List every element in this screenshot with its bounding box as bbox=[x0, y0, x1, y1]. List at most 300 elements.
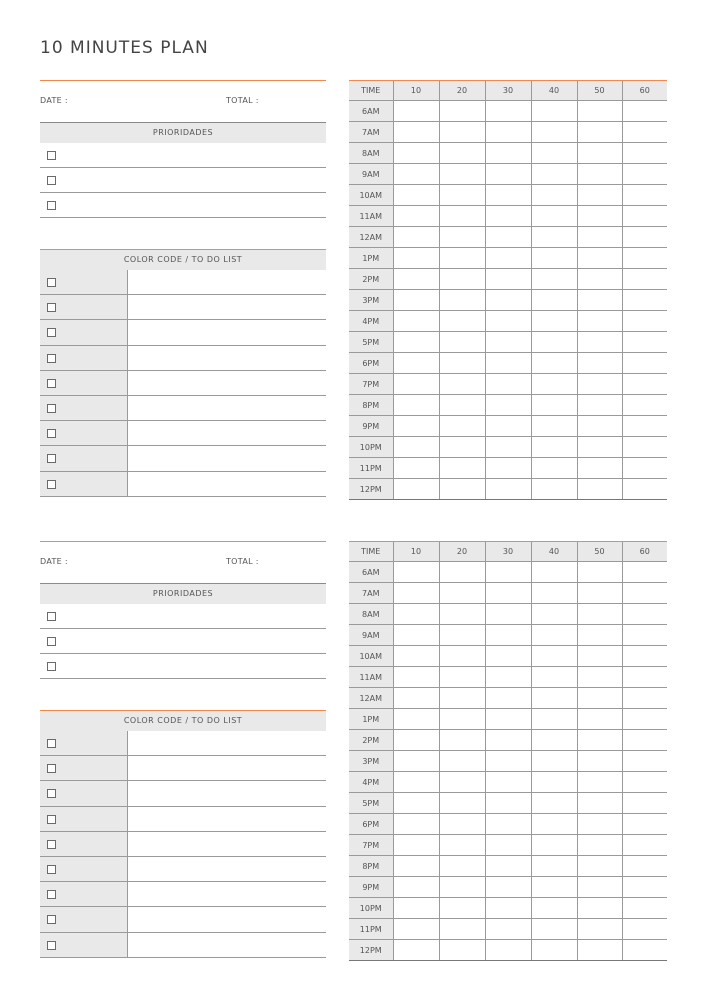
time-label: 3PM bbox=[349, 751, 393, 772]
time-slot-cell[interactable] bbox=[577, 101, 622, 122]
time-slot-cell[interactable] bbox=[577, 688, 622, 709]
minute-column-header: 10 bbox=[393, 542, 439, 562]
todo-row[interactable] bbox=[40, 731, 326, 756]
time-slot-cell[interactable] bbox=[531, 374, 577, 395]
time-slot-cell[interactable] bbox=[439, 122, 485, 143]
time-slot-cell[interactable] bbox=[485, 814, 531, 835]
time-slot-cell[interactable] bbox=[439, 688, 485, 709]
time-slot-cell[interactable] bbox=[439, 395, 485, 416]
todo-row[interactable] bbox=[40, 346, 326, 371]
time-slot-cell[interactable] bbox=[531, 667, 577, 688]
time-slot-cell[interactable] bbox=[485, 122, 531, 143]
todo-row[interactable] bbox=[40, 933, 326, 958]
time-slot-cell[interactable] bbox=[393, 688, 439, 709]
time-slot-cell[interactable] bbox=[622, 646, 667, 667]
time-slot-cell[interactable] bbox=[485, 793, 531, 814]
time-slot-cell[interactable] bbox=[531, 269, 577, 290]
checkbox-icon[interactable] bbox=[47, 151, 56, 160]
checkbox-icon[interactable] bbox=[47, 612, 56, 621]
checkbox-icon[interactable] bbox=[47, 789, 56, 798]
checkbox-icon[interactable] bbox=[47, 890, 56, 899]
time-slot-cell[interactable] bbox=[393, 227, 439, 248]
checkbox-icon[interactable] bbox=[47, 328, 56, 337]
date-label: DATE : bbox=[40, 557, 68, 566]
time-grid-1 bbox=[349, 81, 667, 500]
checkbox-icon[interactable] bbox=[47, 404, 56, 413]
time-slot-cell[interactable] bbox=[531, 458, 577, 479]
time-slot-cell[interactable] bbox=[622, 709, 667, 730]
time-slot-cell[interactable] bbox=[439, 625, 485, 646]
todo-row[interactable] bbox=[40, 756, 326, 781]
time-slot-cell[interactable] bbox=[485, 562, 531, 583]
time-slot-cell[interactable] bbox=[393, 625, 439, 646]
todo-row[interactable] bbox=[40, 781, 326, 806]
todo-row[interactable] bbox=[40, 270, 326, 295]
time-slot-cell[interactable] bbox=[439, 730, 485, 751]
time-slot-cell[interactable] bbox=[531, 751, 577, 772]
time-slot-cell[interactable] bbox=[485, 583, 531, 604]
time-slot-cell[interactable] bbox=[577, 353, 622, 374]
time-slot-cell[interactable] bbox=[485, 479, 531, 500]
time-slot-cell[interactable] bbox=[577, 772, 622, 793]
todo-row[interactable] bbox=[40, 832, 326, 857]
time-slot-cell[interactable] bbox=[439, 667, 485, 688]
time-row bbox=[349, 374, 667, 395]
time-slot-cell[interactable] bbox=[393, 709, 439, 730]
time-slot-cell[interactable] bbox=[439, 877, 485, 898]
checkbox-icon[interactable] bbox=[47, 637, 56, 646]
time-slot-cell[interactable] bbox=[622, 143, 667, 164]
time-slot-cell[interactable] bbox=[485, 458, 531, 479]
time-slot-cell[interactable] bbox=[485, 856, 531, 877]
time-slot-cell[interactable] bbox=[393, 395, 439, 416]
time-slot-cell[interactable] bbox=[439, 269, 485, 290]
time-slot-cell[interactable] bbox=[439, 353, 485, 374]
time-slot-cell[interactable] bbox=[393, 814, 439, 835]
time-label: 9PM bbox=[349, 416, 393, 437]
time-slot-cell[interactable] bbox=[531, 227, 577, 248]
checkbox-icon[interactable] bbox=[47, 176, 56, 185]
time-slot-cell[interactable] bbox=[531, 940, 577, 961]
time-label: 6AM bbox=[349, 562, 393, 583]
time-slot-cell[interactable] bbox=[622, 332, 667, 353]
minute-column-header: 30 bbox=[485, 81, 531, 101]
todo-row[interactable] bbox=[40, 807, 326, 832]
time-slot-cell[interactable] bbox=[393, 730, 439, 751]
time-slot-cell[interactable] bbox=[393, 898, 439, 919]
time-slot-cell[interactable] bbox=[622, 583, 667, 604]
time-slot-cell[interactable] bbox=[531, 122, 577, 143]
time-slot-cell[interactable] bbox=[531, 311, 577, 332]
time-slot-cell[interactable] bbox=[531, 793, 577, 814]
time-slot-cell[interactable] bbox=[622, 227, 667, 248]
time-slot-cell[interactable] bbox=[577, 332, 622, 353]
time-slot-cell[interactable] bbox=[393, 311, 439, 332]
time-label: 6AM bbox=[349, 101, 393, 122]
priorities-header: PRIORIDADES bbox=[40, 583, 326, 604]
time-slot-cell[interactable] bbox=[531, 772, 577, 793]
time-slot-cell[interactable] bbox=[531, 416, 577, 437]
time-slot-cell[interactable] bbox=[622, 772, 667, 793]
time-slot-cell[interactable] bbox=[622, 814, 667, 835]
time-slot-cell[interactable] bbox=[622, 101, 667, 122]
time-slot-cell[interactable] bbox=[577, 227, 622, 248]
time-slot-cell[interactable] bbox=[531, 101, 577, 122]
time-slot-cell[interactable] bbox=[439, 835, 485, 856]
time-slot-cell[interactable] bbox=[531, 290, 577, 311]
time-slot-cell[interactable] bbox=[622, 667, 667, 688]
time-slot-cell[interactable] bbox=[393, 101, 439, 122]
time-slot-cell[interactable] bbox=[622, 877, 667, 898]
time-slot-cell[interactable] bbox=[577, 562, 622, 583]
priority-row[interactable] bbox=[40, 629, 326, 654]
time-label: 10AM bbox=[349, 646, 393, 667]
time-slot-cell[interactable] bbox=[393, 604, 439, 625]
time-slot-cell[interactable] bbox=[577, 940, 622, 961]
time-slot-cell[interactable] bbox=[577, 164, 622, 185]
time-slot-cell[interactable] bbox=[485, 667, 531, 688]
time-slot-cell[interactable] bbox=[622, 122, 667, 143]
time-slot-cell[interactable] bbox=[531, 164, 577, 185]
time-slot-cell[interactable] bbox=[485, 835, 531, 856]
time-slot-cell[interactable] bbox=[577, 248, 622, 269]
time-slot-cell[interactable] bbox=[485, 374, 531, 395]
time-row bbox=[349, 583, 667, 604]
checkbox-icon[interactable] bbox=[47, 815, 56, 824]
time-slot-cell[interactable] bbox=[485, 646, 531, 667]
time-slot-cell[interactable] bbox=[393, 877, 439, 898]
time-slot-cell[interactable] bbox=[485, 416, 531, 437]
time-slot-cell[interactable] bbox=[485, 625, 531, 646]
time-slot-cell[interactable] bbox=[531, 835, 577, 856]
time-slot-cell[interactable] bbox=[393, 919, 439, 940]
time-slot-cell[interactable] bbox=[393, 374, 439, 395]
minute-column-header: 30 bbox=[485, 542, 531, 562]
time-slot-cell[interactable] bbox=[577, 709, 622, 730]
time-slot-cell[interactable] bbox=[531, 877, 577, 898]
todo-row[interactable] bbox=[40, 320, 326, 345]
time-slot-cell[interactable] bbox=[531, 919, 577, 940]
checkbox-icon[interactable] bbox=[47, 480, 56, 489]
priority-row[interactable] bbox=[40, 193, 326, 218]
time-slot-cell[interactable] bbox=[622, 604, 667, 625]
time-slot-cell[interactable] bbox=[485, 353, 531, 374]
time-slot-cell[interactable] bbox=[393, 856, 439, 877]
time-slot-cell[interactable] bbox=[531, 583, 577, 604]
checkbox-icon[interactable] bbox=[47, 915, 56, 924]
time-slot-cell[interactable] bbox=[393, 583, 439, 604]
time-slot-cell[interactable] bbox=[622, 416, 667, 437]
time-slot-cell[interactable] bbox=[577, 416, 622, 437]
time-slot-cell[interactable] bbox=[485, 395, 531, 416]
time-slot-cell[interactable] bbox=[393, 353, 439, 374]
time-slot-cell[interactable] bbox=[439, 101, 485, 122]
time-slot-cell[interactable] bbox=[393, 185, 439, 206]
time-slot-cell[interactable] bbox=[531, 185, 577, 206]
time-slot-cell[interactable] bbox=[577, 667, 622, 688]
time-slot-cell[interactable] bbox=[622, 835, 667, 856]
time-label: 2PM bbox=[349, 269, 393, 290]
priority-row[interactable] bbox=[40, 604, 326, 629]
time-label: 8PM bbox=[349, 856, 393, 877]
time-slot-cell[interactable] bbox=[577, 311, 622, 332]
time-slot-cell[interactable] bbox=[439, 206, 485, 227]
todo-row[interactable] bbox=[40, 882, 326, 907]
time-slot-cell[interactable] bbox=[622, 269, 667, 290]
time-slot-cell[interactable] bbox=[577, 646, 622, 667]
time-slot-cell[interactable] bbox=[439, 793, 485, 814]
time-slot-cell[interactable] bbox=[439, 856, 485, 877]
time-slot-cell[interactable] bbox=[622, 730, 667, 751]
time-slot-cell[interactable] bbox=[622, 562, 667, 583]
time-slot-cell[interactable] bbox=[531, 395, 577, 416]
todo-row[interactable] bbox=[40, 396, 326, 421]
time-slot-cell[interactable] bbox=[622, 688, 667, 709]
time-slot-cell[interactable] bbox=[577, 206, 622, 227]
time-slot-cell[interactable] bbox=[531, 437, 577, 458]
time-slot-cell[interactable] bbox=[622, 919, 667, 940]
time-slot-cell[interactable] bbox=[393, 143, 439, 164]
minute-column-header: 40 bbox=[531, 542, 577, 562]
time-slot-cell[interactable] bbox=[439, 143, 485, 164]
time-slot-cell[interactable] bbox=[439, 940, 485, 961]
time-slot-cell[interactable] bbox=[439, 332, 485, 353]
priority-row[interactable] bbox=[40, 168, 326, 193]
time-slot-cell[interactable] bbox=[531, 730, 577, 751]
time-slot-cell[interactable] bbox=[531, 688, 577, 709]
time-slot-cell[interactable] bbox=[485, 332, 531, 353]
time-slot-cell[interactable] bbox=[577, 437, 622, 458]
time-slot-cell[interactable] bbox=[577, 143, 622, 164]
time-slot-cell[interactable] bbox=[439, 562, 485, 583]
todo-row[interactable] bbox=[40, 421, 326, 446]
todo-row[interactable] bbox=[40, 472, 326, 497]
time-slot-cell[interactable] bbox=[393, 122, 439, 143]
checkbox-icon[interactable] bbox=[47, 201, 56, 210]
time-slot-cell[interactable] bbox=[439, 248, 485, 269]
time-slot-cell[interactable] bbox=[439, 290, 485, 311]
time-slot-cell[interactable] bbox=[577, 122, 622, 143]
time-slot-cell[interactable] bbox=[485, 688, 531, 709]
checkbox-icon[interactable] bbox=[47, 303, 56, 312]
checkbox-icon[interactable] bbox=[47, 840, 56, 849]
checkbox-icon[interactable] bbox=[47, 354, 56, 363]
time-slot-cell[interactable] bbox=[485, 101, 531, 122]
checkbox-icon[interactable] bbox=[47, 429, 56, 438]
time-slot-cell[interactable] bbox=[577, 583, 622, 604]
time-slot-cell[interactable] bbox=[622, 940, 667, 961]
time-slot-cell[interactable] bbox=[393, 290, 439, 311]
time-slot-cell[interactable] bbox=[439, 898, 485, 919]
time-slot-cell[interactable] bbox=[485, 877, 531, 898]
time-slot-cell[interactable] bbox=[439, 604, 485, 625]
time-slot-cell[interactable] bbox=[531, 625, 577, 646]
time-slot-cell[interactable] bbox=[622, 458, 667, 479]
time-slot-cell[interactable] bbox=[577, 625, 622, 646]
time-slot-cell[interactable] bbox=[393, 793, 439, 814]
time-slot-cell[interactable] bbox=[393, 667, 439, 688]
time-slot-cell[interactable] bbox=[577, 458, 622, 479]
priority-row[interactable] bbox=[40, 143, 326, 168]
time-slot-cell[interactable] bbox=[577, 877, 622, 898]
time-slot-cell[interactable] bbox=[439, 227, 485, 248]
todo-row[interactable] bbox=[40, 857, 326, 882]
time-slot-cell[interactable] bbox=[577, 898, 622, 919]
time-slot-cell[interactable] bbox=[485, 164, 531, 185]
time-slot-cell[interactable] bbox=[485, 919, 531, 940]
time-slot-cell[interactable] bbox=[439, 814, 485, 835]
time-slot-cell[interactable] bbox=[531, 646, 577, 667]
time-slot-cell[interactable] bbox=[485, 709, 531, 730]
time-row bbox=[349, 772, 667, 793]
time-slot-cell[interactable] bbox=[439, 164, 485, 185]
time-slot-cell[interactable] bbox=[577, 814, 622, 835]
time-slot-cell[interactable] bbox=[439, 185, 485, 206]
time-slot-cell[interactable] bbox=[577, 185, 622, 206]
time-slot-cell[interactable] bbox=[622, 751, 667, 772]
time-slot-cell[interactable] bbox=[485, 751, 531, 772]
time-label: 12AM bbox=[349, 688, 393, 709]
time-slot-cell[interactable] bbox=[577, 793, 622, 814]
checkbox-icon[interactable] bbox=[47, 278, 56, 287]
todo-row[interactable] bbox=[40, 371, 326, 396]
time-slot-cell[interactable] bbox=[439, 479, 485, 500]
time-row bbox=[349, 646, 667, 667]
time-slot-cell[interactable] bbox=[439, 311, 485, 332]
todo-row[interactable] bbox=[40, 295, 326, 320]
time-slot-cell[interactable] bbox=[485, 269, 531, 290]
checkbox-icon[interactable] bbox=[47, 764, 56, 773]
time-slot-cell[interactable] bbox=[531, 604, 577, 625]
time-slot-cell[interactable] bbox=[485, 437, 531, 458]
time-slot-cell[interactable] bbox=[485, 730, 531, 751]
time-slot-cell[interactable] bbox=[439, 919, 485, 940]
time-slot-cell[interactable] bbox=[577, 856, 622, 877]
time-slot-cell[interactable] bbox=[531, 562, 577, 583]
time-slot-cell[interactable] bbox=[485, 311, 531, 332]
checkbox-icon[interactable] bbox=[47, 662, 56, 671]
time-slot-cell[interactable] bbox=[622, 353, 667, 374]
time-slot-cell[interactable] bbox=[439, 646, 485, 667]
time-slot-cell[interactable] bbox=[439, 709, 485, 730]
time-slot-cell[interactable] bbox=[577, 269, 622, 290]
time-slot-cell[interactable] bbox=[622, 625, 667, 646]
time-slot-cell[interactable] bbox=[485, 248, 531, 269]
time-slot-cell[interactable] bbox=[622, 248, 667, 269]
time-slot-cell[interactable] bbox=[393, 332, 439, 353]
time-slot-cell[interactable] bbox=[577, 730, 622, 751]
time-slot-cell[interactable] bbox=[393, 458, 439, 479]
time-slot-cell[interactable] bbox=[531, 898, 577, 919]
time-slot-cell[interactable] bbox=[531, 353, 577, 374]
time-slot-cell[interactable] bbox=[393, 772, 439, 793]
time-slot-cell[interactable] bbox=[531, 206, 577, 227]
time-slot-cell[interactable] bbox=[393, 206, 439, 227]
time-slot-cell[interactable] bbox=[439, 374, 485, 395]
time-slot-cell[interactable] bbox=[439, 458, 485, 479]
time-slot-cell[interactable] bbox=[485, 772, 531, 793]
time-slot-cell[interactable] bbox=[393, 416, 439, 437]
time-slot-cell[interactable] bbox=[531, 248, 577, 269]
time-slot-cell[interactable] bbox=[622, 395, 667, 416]
time-slot-cell[interactable] bbox=[622, 856, 667, 877]
time-row bbox=[349, 164, 667, 185]
time-slot-cell[interactable] bbox=[622, 206, 667, 227]
time-slot-cell[interactable] bbox=[531, 856, 577, 877]
time-slot-cell[interactable] bbox=[393, 940, 439, 961]
time-slot-cell[interactable] bbox=[577, 751, 622, 772]
time-slot-cell[interactable] bbox=[439, 416, 485, 437]
time-slot-cell[interactable] bbox=[622, 437, 667, 458]
time-slot-cell[interactable] bbox=[439, 583, 485, 604]
time-slot-cell[interactable] bbox=[485, 604, 531, 625]
time-slot-cell[interactable] bbox=[439, 751, 485, 772]
time-slot-cell[interactable] bbox=[577, 374, 622, 395]
time-slot-cell[interactable] bbox=[622, 793, 667, 814]
todo-row[interactable] bbox=[40, 907, 326, 932]
time-slot-cell[interactable] bbox=[622, 479, 667, 500]
time-slot-cell[interactable] bbox=[485, 227, 531, 248]
minute-column-header: 20 bbox=[439, 81, 485, 101]
time-slot-cell[interactable] bbox=[531, 709, 577, 730]
checkbox-icon[interactable] bbox=[47, 865, 56, 874]
time-slot-cell[interactable] bbox=[531, 332, 577, 353]
time-slot-cell[interactable] bbox=[622, 185, 667, 206]
time-slot-cell[interactable] bbox=[393, 437, 439, 458]
time-slot-cell[interactable] bbox=[393, 269, 439, 290]
time-slot-cell[interactable] bbox=[485, 185, 531, 206]
time-slot-cell[interactable] bbox=[439, 437, 485, 458]
time-slot-cell[interactable] bbox=[577, 919, 622, 940]
time-slot-cell[interactable] bbox=[485, 206, 531, 227]
time-slot-cell[interactable] bbox=[393, 646, 439, 667]
time-slot-cell[interactable] bbox=[393, 248, 439, 269]
time-slot-cell[interactable] bbox=[439, 772, 485, 793]
time-label: 4PM bbox=[349, 772, 393, 793]
time-slot-cell[interactable] bbox=[577, 290, 622, 311]
time-slot-cell[interactable] bbox=[393, 751, 439, 772]
todo-row[interactable] bbox=[40, 446, 326, 471]
time-row bbox=[349, 122, 667, 143]
time-slot-cell[interactable] bbox=[485, 898, 531, 919]
time-slot-cell[interactable] bbox=[622, 374, 667, 395]
time-slot-cell[interactable] bbox=[622, 898, 667, 919]
time-slot-cell[interactable] bbox=[485, 143, 531, 164]
time-slot-cell[interactable] bbox=[622, 164, 667, 185]
time-slot-cell[interactable] bbox=[531, 143, 577, 164]
time-slot-cell[interactable] bbox=[622, 290, 667, 311]
time-slot-cell[interactable] bbox=[393, 562, 439, 583]
priority-row[interactable] bbox=[40, 654, 326, 679]
time-slot-cell[interactable] bbox=[577, 479, 622, 500]
time-slot-cell[interactable] bbox=[393, 835, 439, 856]
checkbox-icon[interactable] bbox=[47, 454, 56, 463]
time-slot-cell[interactable] bbox=[622, 311, 667, 332]
left-top-rule-2 bbox=[40, 541, 326, 542]
checkbox-icon[interactable] bbox=[47, 379, 56, 388]
time-slot-cell[interactable] bbox=[485, 940, 531, 961]
time-slot-cell[interactable] bbox=[393, 164, 439, 185]
time-slot-cell[interactable] bbox=[577, 395, 622, 416]
checkbox-icon[interactable] bbox=[47, 739, 56, 748]
checkbox-icon[interactable] bbox=[47, 941, 56, 950]
time-slot-cell[interactable] bbox=[531, 479, 577, 500]
time-slot-cell[interactable] bbox=[531, 814, 577, 835]
time-slot-cell[interactable] bbox=[485, 290, 531, 311]
time-slot-cell[interactable] bbox=[577, 604, 622, 625]
time-slot-cell[interactable] bbox=[393, 479, 439, 500]
time-slot-cell[interactable] bbox=[577, 835, 622, 856]
